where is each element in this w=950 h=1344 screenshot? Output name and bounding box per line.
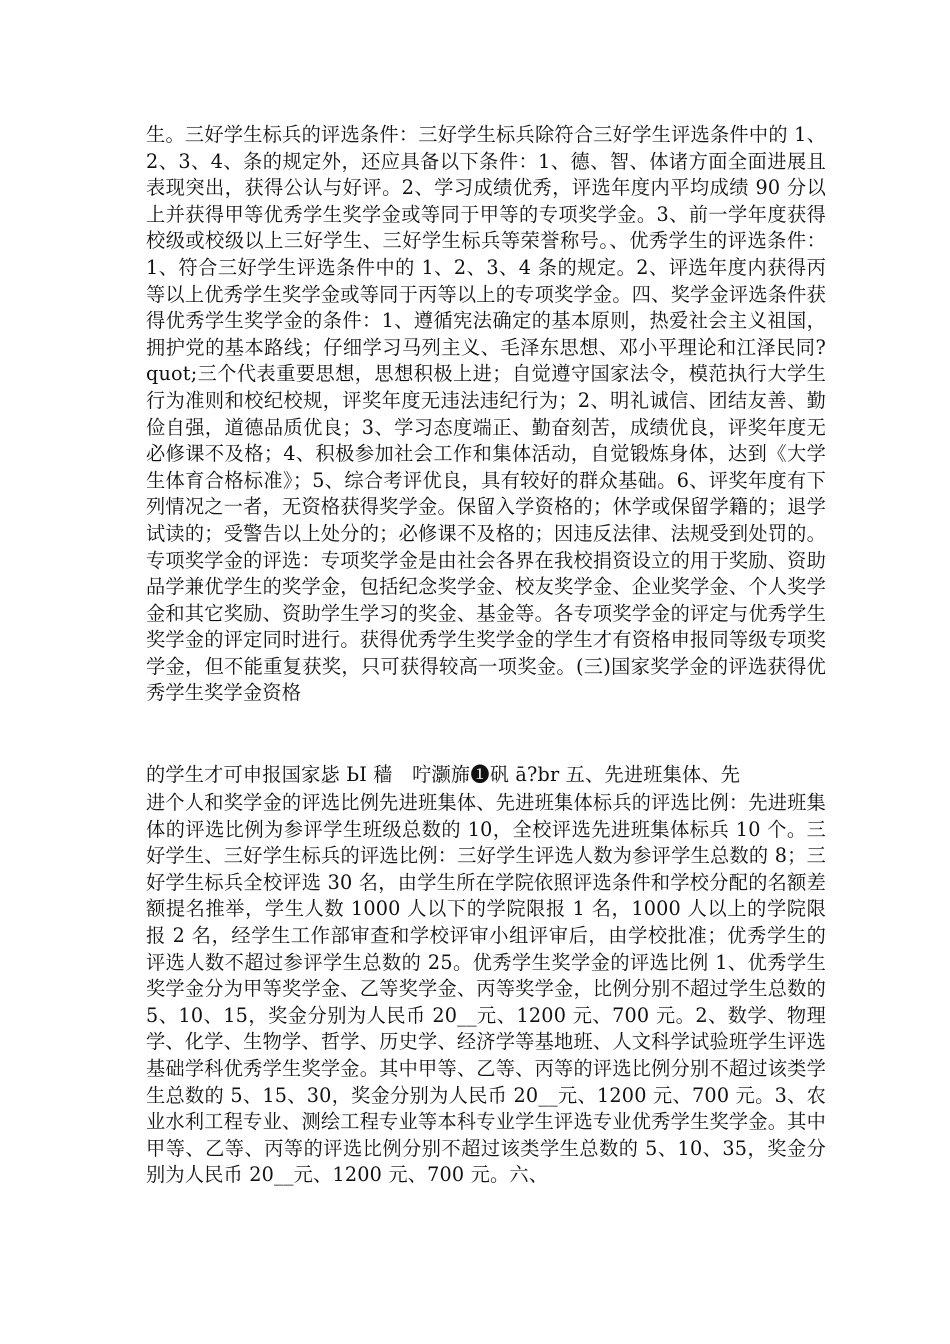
body-paragraph-3: 进个人和奖学金的评选比例先进班集体、先进班集体标兵的评选比例：先进班集体的评选比例为参评学生班级总数的 10，全校评选先进班集体标兵 10 个。三好学生、三好学生标兵的评选比例：三好学生评选人数为参评学生总数的 8；三好学生标兵全校评选 30 名，由学生所在学院依照评选条件和学校分配的名额差额提名推举，学生人数 1000 人以下的学院限报 1 名，1000 人以上的学院限报 2 名，经学生工作部审查和学校评审小组评审后，由学校批准；优秀学生的评选人数不超过参评学生总数的 25。优秀学生奖学金的评选比例 1、优秀学生奖学金分为甲等奖学金、乙等奖学金、丙等奖学金，比例分别不超过学生总数的 5、10、15，奖金分别为人民币 20__元、1200 元、700 元。2、数学、物理学、化学、生物学、哲学、历史学、经济学等基地班、人文科学试验班学生评选基础学科优秀学生奖学金。其中甲等、乙等、丙等的评选比例分别不超过该类学生总数的 5、15、30，奖金分别为人民币 20__元、1200 元、700 元。3、农业水利工程专业、测绘工程专业等本科专业学生评选专业优秀学生奖学金。其中甲等、乙等、丙等的评选比例分别不超过该类学生总数的 5、10、35，奖金分别为人民币 20__元、1200 元、700 元。六、: [146, 791, 826, 1187]
body-paragraph-1: 生。三好学生标兵的评选条件：三好学生标兵除符合三好学生评选条件中的 1、2、3、4、条的规定外，还应具备以下条件：1、德、智、体诸方面全面进展且表现突出，获得公认与好评。2、学习成绩优秀，评选年度内平均成绩 90 分以上并获得甲等优秀学生奖学金或等同于甲等的专项奖学金。3、前一学年度获得校级或校级以上三好学生、三好学生标兵等荣誉称号。、优秀学生的评选条件：1、符合三好学生评选条件中的 1、2、3、4 条的规定。2、评选年度内获得丙等以上优秀学生奖学金或等同于丙等以上的专项奖学金。四、奖学金评选条件获得优秀学生奖学金的条件：1、遵循宪法确定的基本原则，热爱社会主义祖国，拥护党的基本路线；仔细学习马列主义、毛泽东思想、邓小平理论和江泽民同?quot;三个代表重要思想，思想积极上进；自觉遵守国家法令，模范执行大学生行为准则和校纪校规，评奖年度无违法违纪行为；2、明礼诚信、团结友善、勤俭自强，道德品质优良；3、学习态度端正、勤奋刻苦，成绩优良，评奖年度无必修课不及格；4、积极参加社会工作和集体活动，自觉锻炼身体，达到《大学生体育合格标准》；5、综合考评优良，具有较好的群众基础。6、评奖年度有下列情况之一者，无资格获得奖学金。保留入学资格的；休学或保留学籍的；退学试读的；受警告以上处分的；必修课不及格的；因违反法律、法规受到处罚的。专项奖学金的评选：专项奖学金是由社会各界在我校捐资设立的用于奖励、资助品学兼优学生的奖学金，包括纪念奖学金、校友奖学金、企业奖学金、个人奖学金和其它奖励、资助学生学习的奖金、基金等。各专项奖学金的评定与优秀学生奖学金的评定同时进行。获得优秀学生奖学金的学生才有资格申报同等级专项奖学金，但不能重复获奖，只可获得较高一项奖金。(三)国家奖学金的评选获得优秀学生奖学金资格: [146, 123, 826, 705]
body-paragraph-2: 的学生才可申报国家毖 ЬI 穑 咛灏旆➊矾 ā?br 五、先进班集体、先: [146, 763, 741, 786]
